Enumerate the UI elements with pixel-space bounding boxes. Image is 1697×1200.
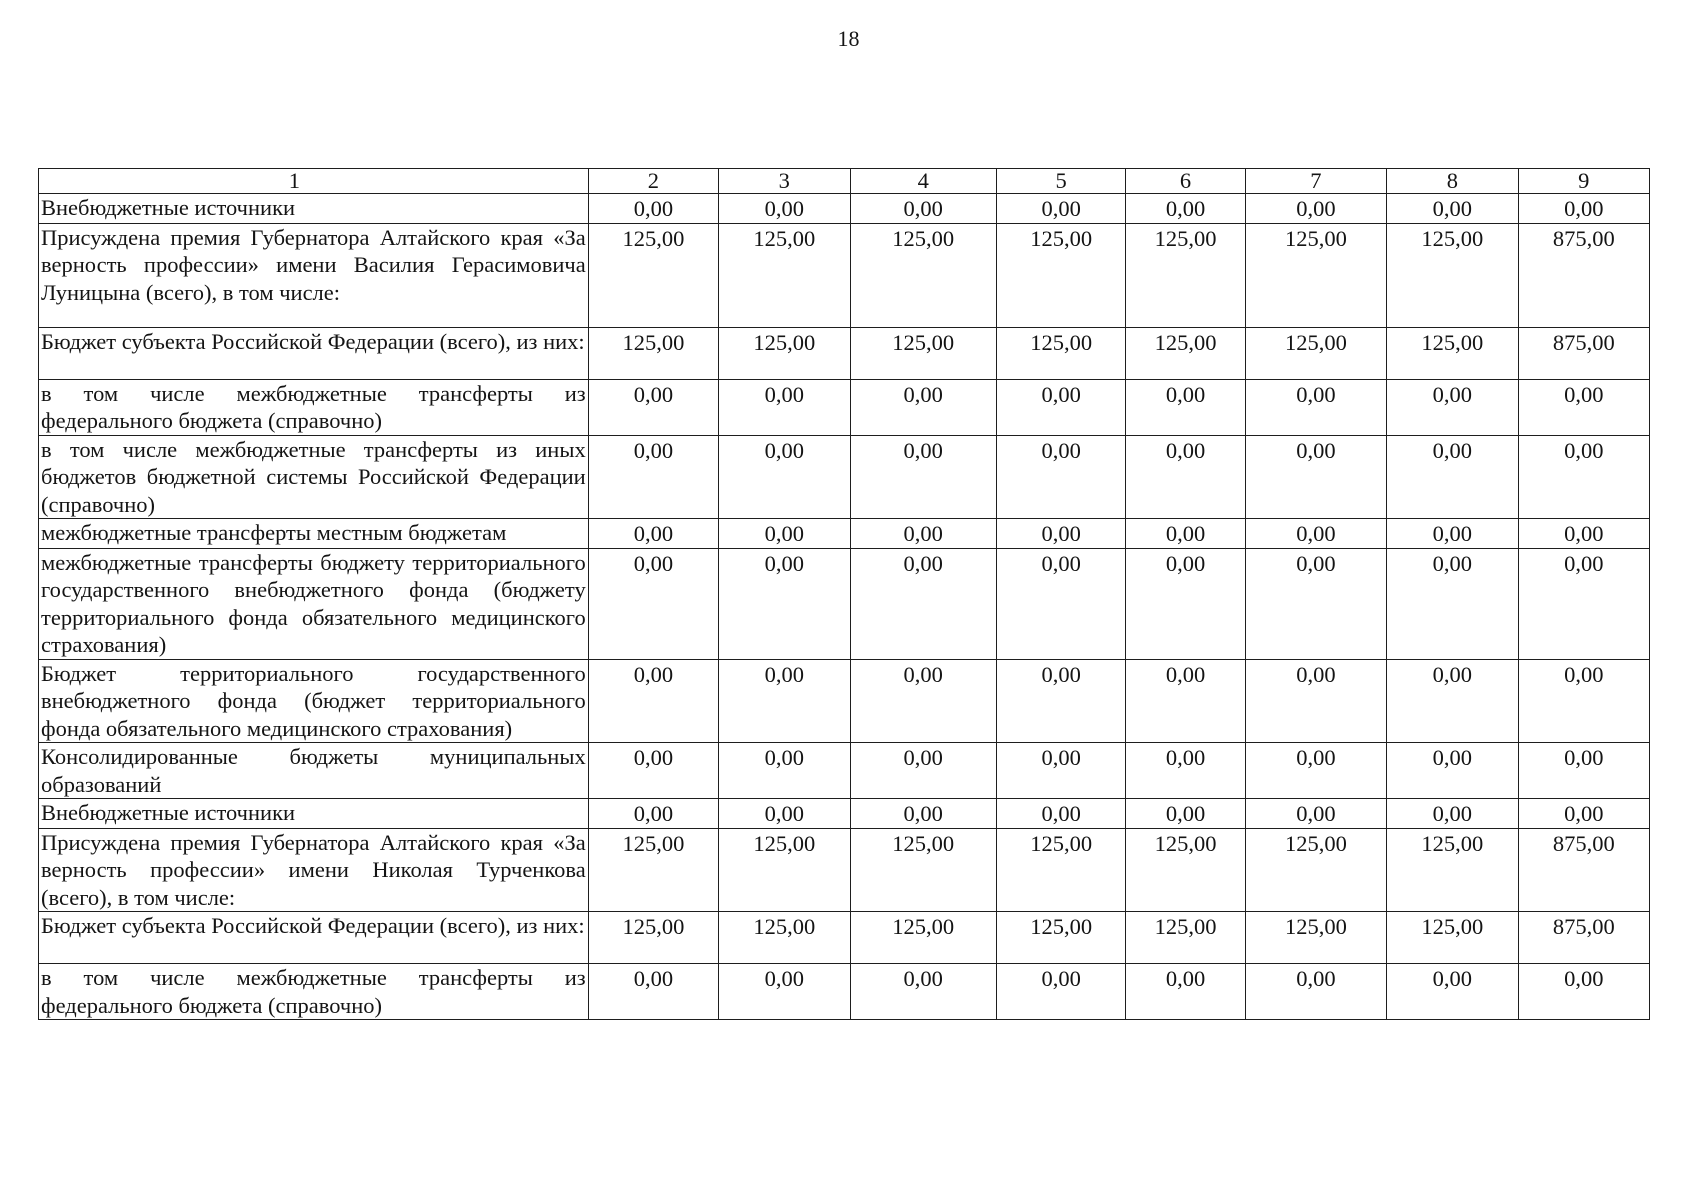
value-cell: 0,00 [1518,743,1649,799]
value-cell: 0,00 [996,743,1125,799]
value-cell: 0,00 [1387,379,1518,435]
row-label: межбюджетные трансферты местным бюджетам [39,519,589,549]
table-row [39,548,1650,659]
value-cell: 125,00 [850,828,996,912]
column-number-cell: 4 [850,169,996,194]
row-label: Бюджет территориального государственного внебюджетного фонда (бюджет территориального фонда обязательного медицинского страхования) [39,659,589,743]
value-cell: 125,00 [1387,327,1518,379]
column-number-row [39,169,1650,194]
row-label: в том числе межбюджетные трансферты из федерального бюджета (справочно) [39,379,589,435]
value-cell: 125,00 [996,912,1125,964]
value-cell: 0,00 [719,194,850,224]
value-cell: 0,00 [1387,435,1518,519]
row-label: в том числе межбюджетные трансферты из федерального бюджета (справочно) [39,964,589,1020]
value-cell: 0,00 [1518,799,1649,829]
value-cell: 0,00 [588,659,718,743]
value-cell: 0,00 [588,519,718,549]
row-label: Бюджет субъекта Российской Федерации (всего), из них: [39,912,589,964]
value-cell: 0,00 [588,194,718,224]
value-cell: 125,00 [1126,223,1245,327]
value-cell: 0,00 [1126,379,1245,435]
value-cell: 875,00 [1518,223,1649,327]
table-row [39,327,1650,379]
value-cell: 0,00 [1387,799,1518,829]
value-cell: 0,00 [1126,519,1245,549]
value-cell: 0,00 [996,548,1125,659]
value-cell: 0,00 [719,548,850,659]
value-cell: 125,00 [588,327,718,379]
value-cell: 0,00 [996,519,1125,549]
value-cell: 0,00 [1245,379,1386,435]
value-cell: 125,00 [588,912,718,964]
table-row [39,519,1650,549]
table-row [39,828,1650,912]
value-cell: 125,00 [588,828,718,912]
value-cell: 0,00 [1126,799,1245,829]
value-cell: 125,00 [996,223,1125,327]
table-row [39,194,1650,224]
value-cell: 0,00 [850,379,996,435]
value-cell: 0,00 [1387,519,1518,549]
budget-table [38,168,1650,1020]
value-cell: 125,00 [850,912,996,964]
column-number-cell: 6 [1126,169,1245,194]
value-cell: 0,00 [1518,659,1649,743]
value-cell: 125,00 [996,828,1125,912]
column-number-cell: 2 [588,169,718,194]
value-cell: 125,00 [1245,828,1386,912]
value-cell: 0,00 [996,379,1125,435]
value-cell: 0,00 [1245,799,1386,829]
value-cell: 0,00 [850,659,996,743]
value-cell: 0,00 [850,435,996,519]
value-cell: 0,00 [719,659,850,743]
value-cell: 0,00 [850,548,996,659]
page-number: 18 [837,26,860,51]
value-cell: 0,00 [1245,194,1386,224]
value-cell: 0,00 [588,435,718,519]
value-cell: 0,00 [1245,548,1386,659]
value-cell: 125,00 [1387,912,1518,964]
column-number-cell: 8 [1387,169,1518,194]
table-row [39,379,1650,435]
value-cell: 125,00 [1245,327,1386,379]
row-label: межбюджетные трансферты бюджету территориального государственного внебюджетного фонда (бюджету территориального фонда обязательного медицинского страхования) [39,548,589,659]
value-cell: 0,00 [996,659,1125,743]
value-cell: 0,00 [850,743,996,799]
table-row [39,223,1650,327]
value-cell: 0,00 [588,548,718,659]
value-cell: 125,00 [1126,327,1245,379]
row-label: Консолидированные бюджеты муниципальных образований [39,743,589,799]
value-cell: 0,00 [588,379,718,435]
value-cell: 0,00 [1387,194,1518,224]
value-cell: 125,00 [996,327,1125,379]
table-row [39,659,1650,743]
value-cell: 0,00 [996,799,1125,829]
row-label: Присуждена премия Губернатора Алтайского края «За верность профессии» имени Василия Герасимовича Луницына (всего), в том числе: [39,223,589,327]
value-cell: 0,00 [850,964,996,1020]
value-cell: 0,00 [1518,548,1649,659]
value-cell: 125,00 [588,223,718,327]
value-cell: 0,00 [588,799,718,829]
table-row [39,964,1650,1020]
value-cell: 0,00 [588,743,718,799]
column-number-cell: 7 [1245,169,1386,194]
value-cell: 0,00 [1518,964,1649,1020]
column-number-cell: 5 [996,169,1125,194]
value-cell: 125,00 [1126,828,1245,912]
value-cell: 125,00 [719,327,850,379]
value-cell: 0,00 [1245,435,1386,519]
value-cell: 0,00 [1126,194,1245,224]
value-cell: 0,00 [1245,659,1386,743]
value-cell: 0,00 [588,964,718,1020]
value-cell: 0,00 [1126,435,1245,519]
value-cell: 0,00 [719,435,850,519]
value-cell: 0,00 [1387,743,1518,799]
value-cell: 0,00 [1126,743,1245,799]
value-cell: 0,00 [996,435,1125,519]
value-cell: 125,00 [1387,828,1518,912]
value-cell: 0,00 [1518,435,1649,519]
value-cell: 0,00 [850,194,996,224]
value-cell: 875,00 [1518,912,1649,964]
row-label: в том числе межбюджетные трансферты из иных бюджетов бюджетной системы Российской Федерации (справочно) [39,435,589,519]
value-cell: 0,00 [1518,519,1649,549]
value-cell: 0,00 [996,194,1125,224]
value-cell: 0,00 [1245,519,1386,549]
value-cell: 0,00 [1387,964,1518,1020]
table-header [39,169,1650,194]
value-cell: 125,00 [1126,912,1245,964]
value-cell: 0,00 [719,743,850,799]
row-label: Внебюджетные источники [39,799,589,829]
value-cell: 125,00 [1387,223,1518,327]
column-number-cell: 1 [39,169,589,194]
value-cell: 0,00 [1387,659,1518,743]
value-cell: 125,00 [850,327,996,379]
value-cell: 0,00 [1126,659,1245,743]
row-label: Присуждена премия Губернатора Алтайского края «За верность профессии» имени Николая Турченкова (всего), в том числе: [39,828,589,912]
value-cell: 0,00 [1518,194,1649,224]
value-cell: 125,00 [719,828,850,912]
value-cell: 0,00 [850,519,996,549]
table-row [39,743,1650,799]
table-body [39,194,1650,1020]
value-cell: 0,00 [1126,548,1245,659]
value-cell: 0,00 [850,799,996,829]
value-cell: 0,00 [719,519,850,549]
value-cell: 125,00 [719,223,850,327]
value-cell: 125,00 [850,223,996,327]
value-cell: 0,00 [1245,743,1386,799]
value-cell: 0,00 [1245,964,1386,1020]
value-cell: 125,00 [719,912,850,964]
column-number-cell: 3 [719,169,850,194]
value-cell: 0,00 [996,964,1125,1020]
value-cell: 0,00 [1387,548,1518,659]
column-number-cell: 9 [1518,169,1649,194]
value-cell: 875,00 [1518,828,1649,912]
table-row [39,912,1650,964]
value-cell: 0,00 [1518,379,1649,435]
value-cell: 0,00 [719,799,850,829]
value-cell: 125,00 [1245,912,1386,964]
value-cell: 0,00 [1126,964,1245,1020]
value-cell: 875,00 [1518,327,1649,379]
budget-table-container [38,168,1650,1020]
value-cell: 0,00 [719,379,850,435]
value-cell: 125,00 [1245,223,1386,327]
row-label: Внебюджетные источники [39,194,589,224]
table-row [39,435,1650,519]
table-row [39,799,1650,829]
row-label: Бюджет субъекта Российской Федерации (всего), из них: [39,327,589,379]
value-cell: 0,00 [719,964,850,1020]
